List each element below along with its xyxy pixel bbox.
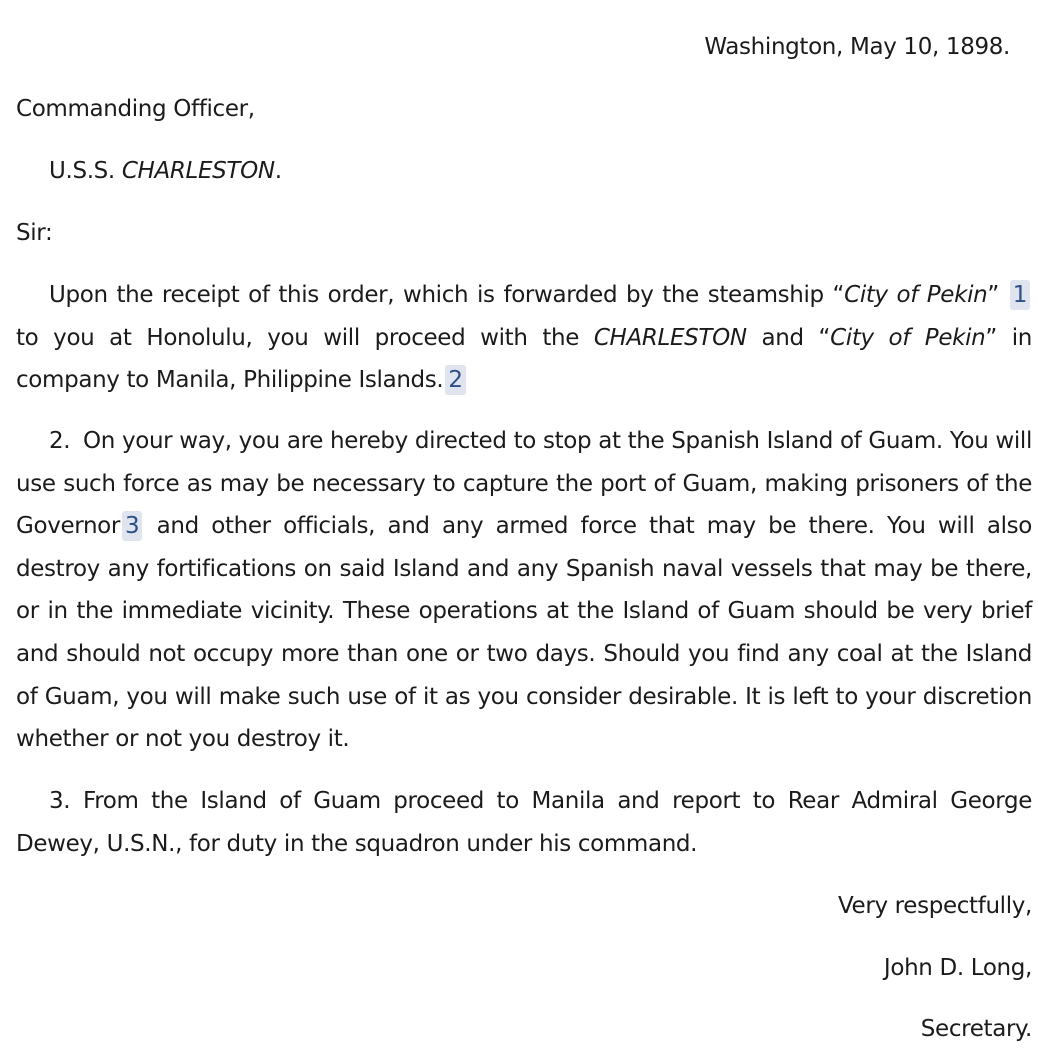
p1-ship-name-3: City of Pekin [830,324,986,351]
ship-designation [49,157,282,185]
recipient-title: Commanding Officer, [16,96,255,122]
ship-suffix: . [274,158,282,184]
paragraph-3-number: 3. [49,788,71,814]
signer-title: Secretary. [920,1016,1032,1042]
ship-name: CHARLESTON [121,158,275,184]
salutation: Sir: [16,220,53,246]
p1-text-4: and “ [746,324,831,351]
p1-ship-name-2: CHARLESTON [593,324,747,351]
paragraph-2-number: 2. [49,428,71,454]
signature: John D. Long, [883,955,1032,981]
paragraph-1 [16,274,1032,402]
footnote-ref-2[interactable]: 2 [445,365,465,395]
p2-text-2: and other officials, and any armed force that may be there. You will also destroy any fortifications on said Island and any Spanish naval vessels that may be there, or in the immediate vicinity. These operations at the Island of Guam should be very brief and should not occupy more than one or two days. Should you find any coal at the Island of Guam, you will make such use of it as you consider desirable. It is left to your discretion whether or not you destroy it. [16,513,1032,753]
p1-text-3: to you at Honolulu, you will proceed with the [16,324,594,351]
p3-text-1: From the Island of Guam proceed to Manila and report to Rear Admiral George Dewey, U.S.N., for duty in the squadron under his command. [16,788,1032,857]
p2-text-1: On your way, you are hereby directed to stop at the Spanish Island of Guam. You will use such force as may be necessary to capture the port of Guam, making prisoners of the Governor [16,428,1032,540]
p1-text-1: Upon the receipt of this order, which is forwarded by the steamship “ [49,282,845,308]
paragraph-3 [16,780,1032,865]
p1-text-2: ” [987,282,999,308]
footnote-ref-1[interactable]: 1 [1010,280,1030,310]
complimentary-close: Very respectfully, [837,893,1032,919]
p1-text-5: ” in company to Manila, Philippine Islands. [16,324,1032,394]
p1-ship-name-1: City of Pekin [844,282,988,308]
ship-prefix: U.S.S. [49,158,122,184]
footnote-ref-3[interactable]: 3 [122,511,142,541]
dateline: Washington, May 10, 1898. [704,34,1010,60]
paragraph-2 [16,420,1032,761]
